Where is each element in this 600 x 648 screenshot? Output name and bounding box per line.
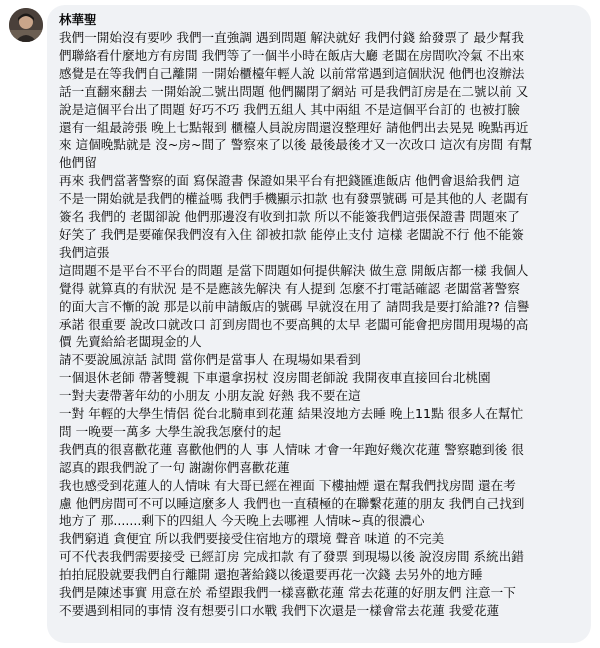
comment-bubble: [47, 5, 591, 643]
comment-text-line: 請不要說風涼話 試問 當你們是當事人 在現場如果看到: [59, 352, 361, 368]
comment-text-line: 我們這張: [59, 244, 110, 260]
comment-paragraph: [59, 172, 579, 262]
comment-text-line: 簽名 我們的 老闆卻說 他們那邊沒有收到扣款 所以不能簽我們這張保證書 問題來了: [59, 209, 520, 225]
comment-text-line: 好笑了 我們是要確保我們沒有入住 卻被扣款 能停止支付 這樣 老闆說不行 他不能簽: [59, 226, 524, 242]
comment-text-line: 不是一開始就是我們的權益嗎 我們手機顯示扣款 也有發票號碼 可是其他的人 老闆有: [59, 191, 529, 207]
comment-text-line: 這問題不是平台不平台的問題 是當下問題如何提供解決 做生意 開飯店都一樣 我個人: [59, 262, 529, 278]
comment-text-line: 不要遇到相同的事情 沒有想要引口水戰 我們下次還是一樣會常去花蓮 我愛花蓮: [59, 603, 500, 618]
comment-text-line: 慮 他們房間可不可以睡這麼多人 我們也一直積極的在聯繫花蓮的朋友 我們自己找到: [59, 495, 525, 511]
comment-text-line: 價 先賣給給老闆現金的人: [59, 334, 202, 350]
comment-text-line: 一個退休老師 帶著雙親 下車還拿拐杖 沒房間老師說 我開夜車直接回台北桃園: [59, 370, 491, 386]
comment-text-line: 我們窮逍 貪便宜 所以我們要接受住宿地方的環境 聲音 味道 的不完美: [59, 531, 445, 547]
comment-text-line: 拍拍屁股就要我們自行離開 還抱著給錢以後還要再花一次錢 去另外的地方睡: [59, 567, 483, 583]
comment-paragraph: [59, 441, 579, 477]
profile-photo-icon: [9, 8, 43, 42]
comment-text-line: 我們一開始沒有要吵 我們一直強調 遇到問題 解決就好 我們付錢 給發票了 最少幫我: [59, 30, 524, 45]
comment-text-line: 我也感受到花蓮人的人情味 有大哥已經在裡面 下樓抽煙 還在幫我們找房間 還在考: [59, 477, 516, 493]
comment-paragraph: [59, 29, 579, 172]
comment-paragraph: [59, 477, 579, 531]
comment-text-line: 一對夫妻帶著年幼的小朋友 小朋友說 好熱 我不要在這: [59, 388, 361, 404]
comment-text-line: 可不代表我們需要接受 已經訂房 完成扣款 有了發票 到現場以後 說沒房間 系統出錯: [59, 549, 524, 565]
comment-paragraph: [59, 530, 579, 620]
comment-body: [59, 29, 579, 620]
comment-text-line: 認真的跟我們說了一句 謝謝你們喜歡花蓮: [59, 459, 290, 475]
comment-text-line: 問 一晚要一萬多 大學生說我怎麼付的起: [59, 423, 282, 439]
comment-text-line: 說是這個平台出了問題 好巧不巧 我們五組人 其中兩組 不是這個平台訂的 也被打臉: [59, 101, 520, 117]
comment-paragraph: [59, 351, 579, 441]
comment-text-line: 話一直翻來翻去 一開始說二號出問題 他們關閉了網站 可是我們訂房是在二號以前 又: [59, 83, 529, 99]
comment-text-line: 地方了 那.......剩下的四組人 今天晚上去哪裡 人情味~真的很濃心: [59, 513, 425, 529]
comment-text-line: 我們真的很喜歡花蓮 喜歡他們的人 事 人情味 才會一年跑好幾次花蓮 警察聽到後 很: [59, 441, 524, 457]
avatar[interactable]: [9, 8, 43, 42]
comment-text-line: 還有一組最誇張 晚上七點報到 櫃檯人員說房間還沒整理好 請他們出去晃晃 晚點再近: [59, 119, 529, 135]
comment-text-line: 覺得 就算真的有狀況 是不是應該先解決 有人提到 怎麼不打電話確認 老闆當著警察: [59, 280, 520, 296]
comment-text-line: 一對 年輕的大學生情侶 從台北騎車到花蓮 結果沒地方去睡 晚上11點 很多人在幫忙: [59, 406, 524, 422]
comment-text-line: 他們留: [59, 155, 97, 171]
comment-text-line: 感覺是在等我們自己離開 一開始櫃檯年輕人說 以前常常遇到這個狀況 他們也沒辦法: [59, 65, 525, 81]
comment-text-line: 來 這個晚點就是 沒~房~間了 警察來了以後 最後最後才又一次改口 這次有房間 有幫: [59, 137, 533, 153]
comment-text-line: 的面大言不慚的說 那是以前申請飯店的號碼 早就沒在用了 請問我是要打給誰?? 信譽: [59, 298, 530, 314]
comment-text-line: 承諾 很重要 說改口就改口 訂到房間也不要高興的太早 老闆可能會把房間用現場的高: [59, 316, 529, 332]
comment-paragraph: [59, 262, 579, 352]
comment-text-line: 我們是陳述事實 用意在於 希望跟我們一樣喜歡花蓮 常去花蓮的好朋友們 注意一下: [59, 585, 516, 601]
comment-author-name[interactable]: 林華聖: [59, 12, 97, 27]
comment-text-line: 再來 我們當著警察的面 寫保證書 保證如果平台有把錢匯進飯店 他們會退給我們 這: [59, 173, 520, 189]
comment-text-line: 們聯絡看什麼地方有房間 我們等了一個半小時在飯店大廳 老闆在房間吹冷氣 不出來: [59, 47, 525, 63]
